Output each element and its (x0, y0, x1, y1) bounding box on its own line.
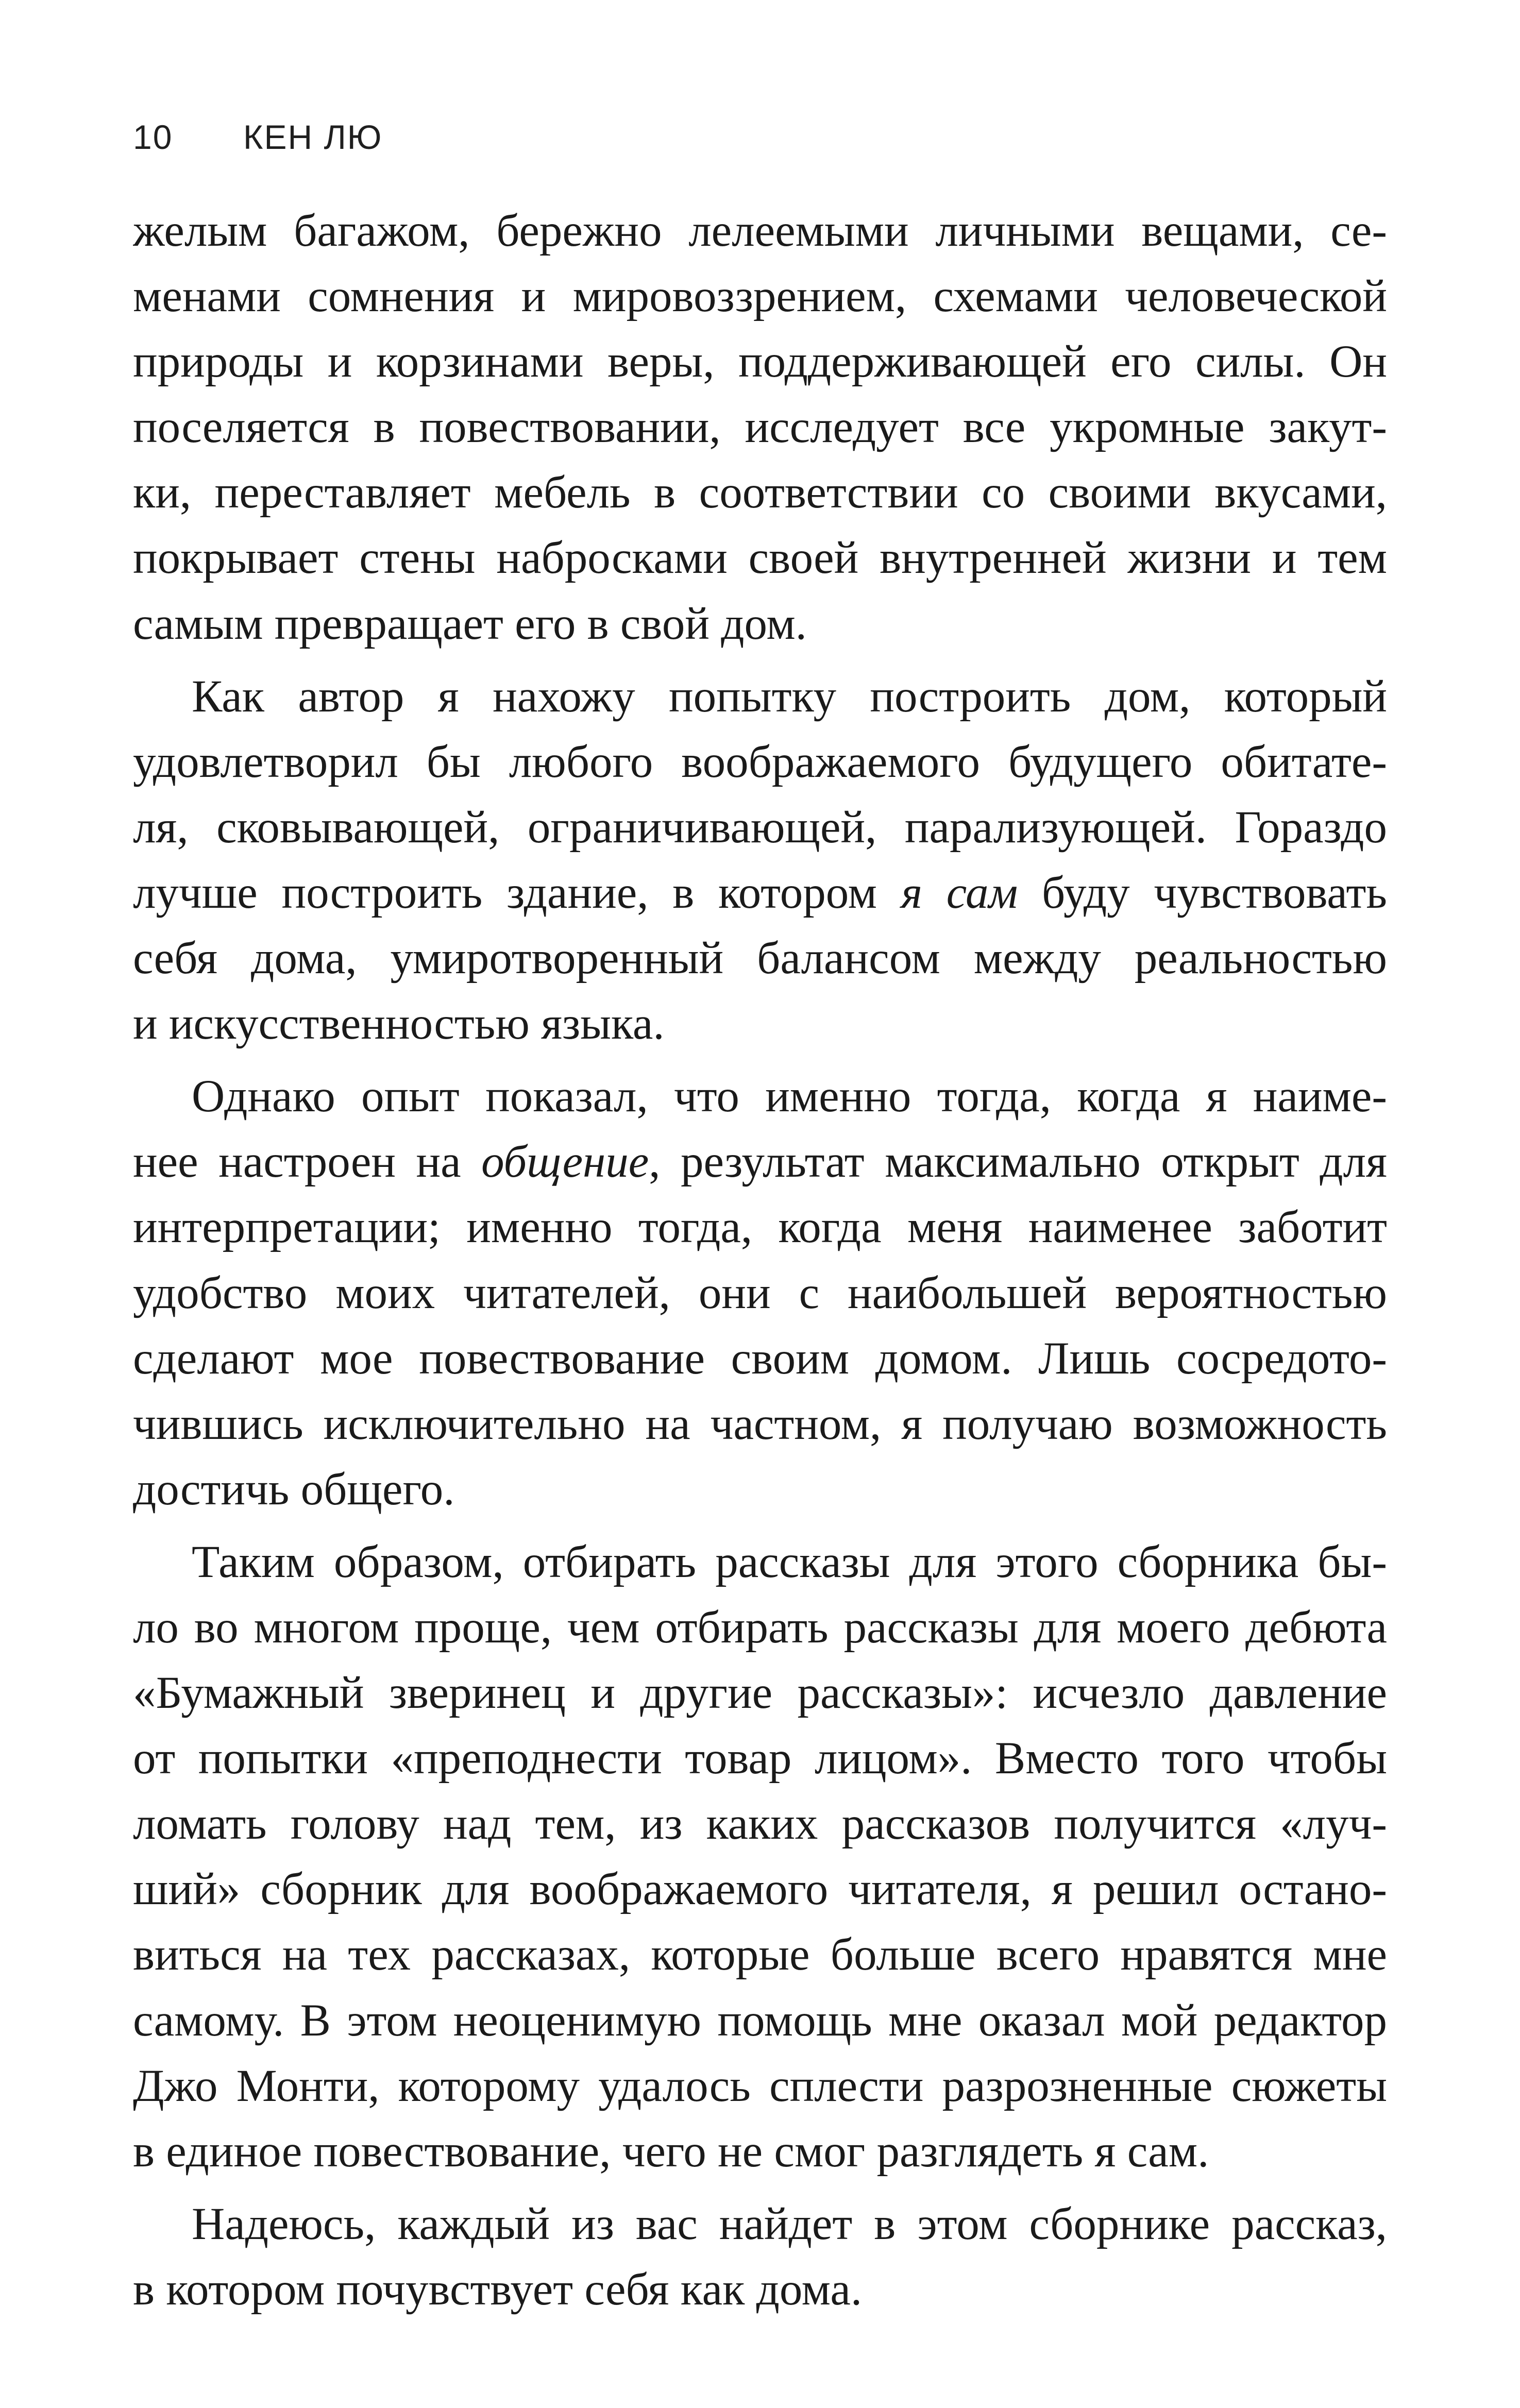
text-line: Джо Монти, которому удалось сплести разрозненные сюжеты (133, 2060, 1387, 2111)
paragraph (133, 1530, 1387, 2184)
text-line: природы и корзинами веры, поддерживающей его силы. Он (133, 336, 1387, 387)
emphasis: я сам (901, 867, 1018, 918)
text-line: Таким образом, отбирать рассказы для этого сборника бы- (192, 1536, 1387, 1587)
text-line: менами сомнения и мировоззрением, схемами человеческой (133, 271, 1387, 322)
paragraph (133, 1064, 1387, 1522)
running-head (133, 117, 382, 157)
text-line: в котором почувствует себя как дома. (133, 2264, 863, 2315)
text-line: от попытки «преподнести товар лицом». Вместо того чтобы (133, 1733, 1387, 1784)
text-line: ломать голову над тем, из каких рассказов получится «луч- (133, 1799, 1387, 1850)
text-line: ля, сковывающей, ограничивающей, парализующей. Гораздо (133, 802, 1387, 853)
text-line: лучше построить здание, в котором я сам буду чувствовать (133, 867, 1387, 918)
text-line: самым превращает его в свой дом. (133, 598, 807, 649)
text-line: достичь общего. (133, 1464, 455, 1515)
text-line: ший» сборник для воображаемого читателя, я решил остано- (133, 1864, 1387, 1915)
text-line: чившись исключительно на частном, я получаю возможность (133, 1398, 1387, 1449)
text-line: нее настроен на общение, результат максимально открыт для (133, 1137, 1387, 1188)
body-text (133, 198, 1387, 2322)
running-head-author: КЕН ЛЮ (243, 118, 383, 156)
text-line: интерпретации; именно тогда, когда меня наименее заботит (133, 1202, 1387, 1253)
text-line: Как автор я нахожу попытку построить дом, который (192, 671, 1387, 722)
text-line: Однако опыт показал, что именно тогда, когда я наиме- (192, 1071, 1387, 1122)
text-line: удовлетворил бы любого воображаемого будущего обитате- (133, 736, 1387, 787)
text-line: в единое повествование, чего не смог разглядеть я сам. (133, 2126, 1209, 2177)
paragraph-gap (133, 657, 1387, 664)
text-line: Надеюсь, каждый из вас найдет в этом сборнике рассказ, (192, 2198, 1387, 2249)
paragraph-gap (133, 1057, 1387, 1064)
text-line: самому. В этом неоценимую помощь мне оказал мой редактор (133, 1995, 1387, 2046)
text-line: сделают мое повествование своим домом. Лишь сосредото- (133, 1333, 1387, 1384)
paragraph-gap (133, 2184, 1387, 2192)
text-line: поселяется в повествовании, исследует все укромные закут- (133, 402, 1387, 453)
paragraph (133, 664, 1387, 1057)
page-number: 10 (133, 118, 173, 156)
text-line: и искусственностью языка. (133, 998, 665, 1049)
text-line: себя дома, умиротворенный балансом между реальностью (133, 933, 1387, 984)
text-line: покрывает стены набросками своей внутренней жизни и тем (133, 533, 1387, 584)
text-line: «Бумажный зверинец и другие рассказы»: исчезло давление (133, 1668, 1387, 1719)
text-line: ло во многом проще, чем отбирать рассказы для моего дебюта (133, 1602, 1387, 1653)
paragraph (133, 2192, 1387, 2322)
paragraph-gap (133, 1522, 1387, 1530)
text-line: удобство моих читателей, они с наибольшей вероятностью (133, 1267, 1387, 1318)
text-line: желым багажом, бережно лелеемыми личными вещами, се- (133, 206, 1387, 256)
paragraph (133, 198, 1387, 657)
text-line: ки, переставляет мебель в соответствии со своими вкусами, (133, 467, 1387, 518)
text-line: виться на тех рассказах, которые больше всего нравятся мне (133, 1929, 1387, 1980)
emphasis: общение (481, 1137, 649, 1188)
